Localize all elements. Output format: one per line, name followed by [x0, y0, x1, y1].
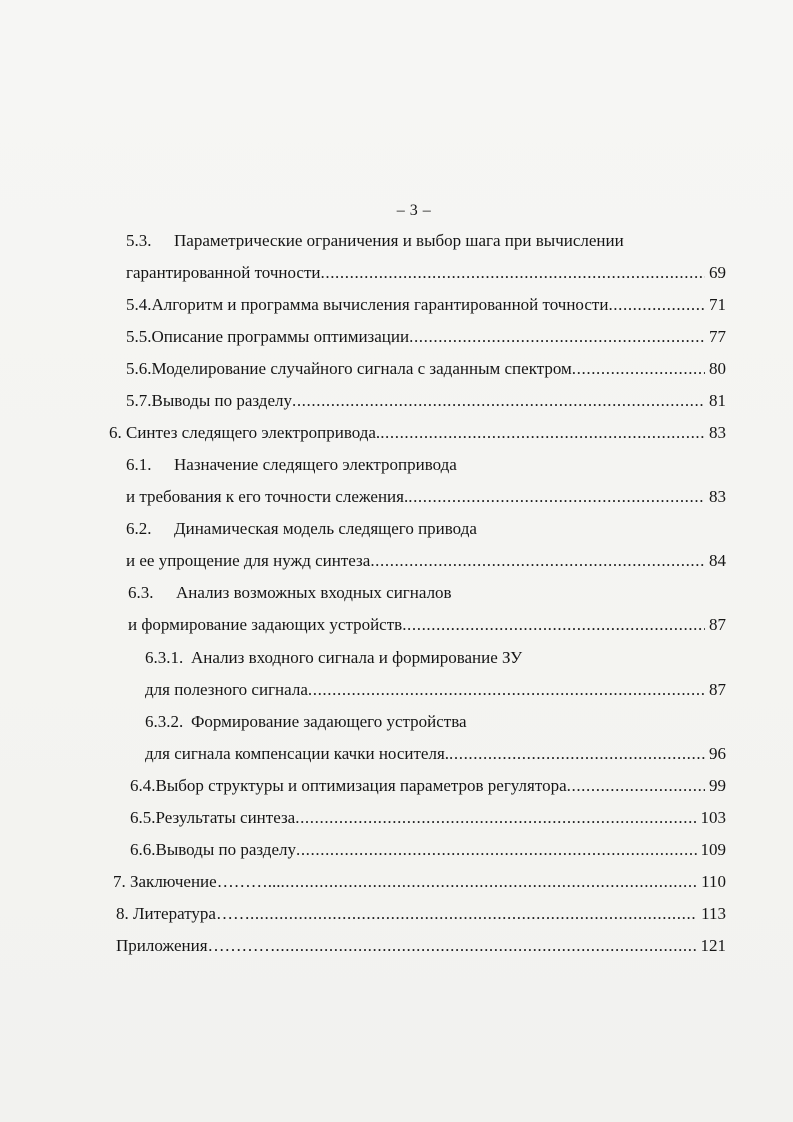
page-number: – 3 –: [396, 202, 432, 219]
toc-entry: [130, 773, 726, 799]
toc-entry-title: Результаты синтеза: [155, 808, 296, 827]
toc-entry-title: и ее упрощение для нужд синтеза: [126, 551, 371, 570]
toc-entry-chapter: [116, 901, 726, 927]
toc-entry-title: Параметрические ограничения и выбор шага при вычислении: [174, 231, 624, 250]
toc-entry-title: Анализ входного сигнала и формирование ЗУ: [191, 648, 523, 667]
toc-entry: [126, 484, 726, 510]
leader-dots: [292, 388, 705, 414]
toc-entry: [130, 837, 726, 863]
toc-entry: [130, 805, 726, 831]
toc-entry-number: 6.1.: [126, 455, 152, 474]
toc-entry-title: и формирование задающих устройств: [128, 615, 403, 634]
leader-dots: [276, 933, 697, 959]
leader-dots: [408, 484, 705, 510]
toc-entry-number: 5.6.: [126, 359, 152, 378]
toc-page-number: 80: [709, 359, 726, 378]
toc-page-number: 109: [700, 840, 726, 859]
toc-entry-title: и требования к его точности слежения.: [126, 487, 409, 506]
toc-entry-number: 6.3.1.: [145, 648, 184, 667]
toc-page-number: 113: [701, 904, 726, 923]
toc-entry: [128, 612, 726, 638]
toc-entry-title: 6. Синтез следящего электропривода.: [109, 423, 381, 442]
leader-dots: [308, 677, 705, 703]
leader-dots: [321, 260, 706, 286]
toc-page-number: 121: [700, 936, 726, 955]
toc-entry-title: Выводы по разделу: [155, 840, 296, 859]
toc-entry: [126, 292, 726, 318]
toc-entry-title: Выбор структуры и оптимизация параметров регулятора: [155, 776, 567, 795]
toc-page-number: 99: [709, 776, 726, 795]
toc-entry: [126, 356, 726, 382]
leader-dots: [449, 741, 705, 767]
toc-page-number: 81: [709, 391, 726, 410]
toc-entry: [145, 677, 726, 703]
toc-entry-heading: [128, 580, 726, 606]
leader-dots: [370, 548, 705, 574]
toc-entry-title: Моделирование случайного сигнала с заданным спектром: [151, 359, 572, 378]
leader-dots: [280, 869, 697, 895]
toc-page-number: 110: [701, 872, 726, 891]
toc-entry-number: 5.7.: [126, 391, 152, 410]
toc-entry-chapter: [113, 869, 726, 895]
toc-entry-title: Приложения…………: [116, 936, 276, 955]
toc-entry-chapter: [109, 420, 726, 446]
toc-page-number: 77: [709, 327, 726, 346]
toc-entry: [145, 741, 726, 767]
leader-dots: [250, 901, 697, 927]
toc-page-number: 83: [709, 487, 726, 506]
toc-entry-title: гарантированной точности: [126, 263, 321, 282]
toc-page-number: 84: [709, 551, 726, 570]
toc-entry-title: Динамическая модель следящего привода: [174, 519, 477, 538]
leader-dots: [409, 324, 705, 350]
leader-dots: [608, 292, 705, 318]
toc-entry-number: 6.5.: [130, 808, 156, 827]
leader-dots: [567, 773, 705, 799]
toc-page-number: 96: [709, 744, 726, 763]
toc-entry-number: 6.2.: [126, 519, 152, 538]
toc-entry-number: 5.4.: [126, 295, 152, 314]
leader-dots: [380, 420, 705, 446]
toc-entry-title: Анализ возможных входных сигналов: [176, 583, 452, 602]
toc-entry: [126, 548, 726, 574]
toc-entry-number: 6.3.2.: [145, 712, 184, 731]
leader-dots: [296, 837, 697, 863]
toc-page-number: 69: [709, 263, 726, 282]
toc-entry-title: 8. Литература……: [116, 904, 250, 923]
toc-entry-number: 5.3.: [126, 231, 152, 250]
toc-entry-title: Описание программы оптимизации: [151, 327, 410, 346]
toc-entry: [126, 388, 726, 414]
toc-entry-title: для полезного сигнала: [145, 680, 308, 699]
toc-entry-number: 6.3.: [128, 583, 154, 602]
toc-entry-heading: [126, 228, 726, 254]
toc-entry-heading: [126, 452, 726, 478]
toc-entry: [126, 324, 726, 350]
leader-dots: [402, 612, 705, 638]
toc-entry-heading: [145, 645, 726, 671]
toc-entry-title: Алгоритм и программа вычисления гарантированной точности: [151, 295, 609, 314]
toc-entry-chapter: [116, 933, 726, 959]
toc-entry-number: 6.4.: [130, 776, 156, 795]
toc-page-number: 103: [700, 808, 726, 827]
toc-entry-number: 6.6.: [130, 840, 156, 859]
toc-page-number: 71: [709, 295, 726, 314]
toc-page-number: 87: [709, 680, 726, 699]
toc-entry: [126, 260, 726, 286]
toc-entry-heading: [126, 516, 726, 542]
toc-page-number: 87: [709, 615, 726, 634]
toc-entry-title: Назначение следящего электропривода: [174, 455, 457, 474]
toc-entry-title: 7. Заключение………...: [113, 872, 281, 891]
toc-entry-number: 5.5.: [126, 327, 152, 346]
leader-dots: [295, 805, 696, 831]
toc-entry-title: Формирование задающего устройства: [191, 712, 467, 731]
toc-entry-title: для сигнала компенсации качки носителя.: [145, 744, 450, 763]
toc-entry-heading: [145, 709, 726, 735]
toc-entry-title: Выводы по разделу: [151, 391, 292, 410]
leader-dots: [572, 356, 705, 382]
toc-page-number: 83: [709, 423, 726, 442]
